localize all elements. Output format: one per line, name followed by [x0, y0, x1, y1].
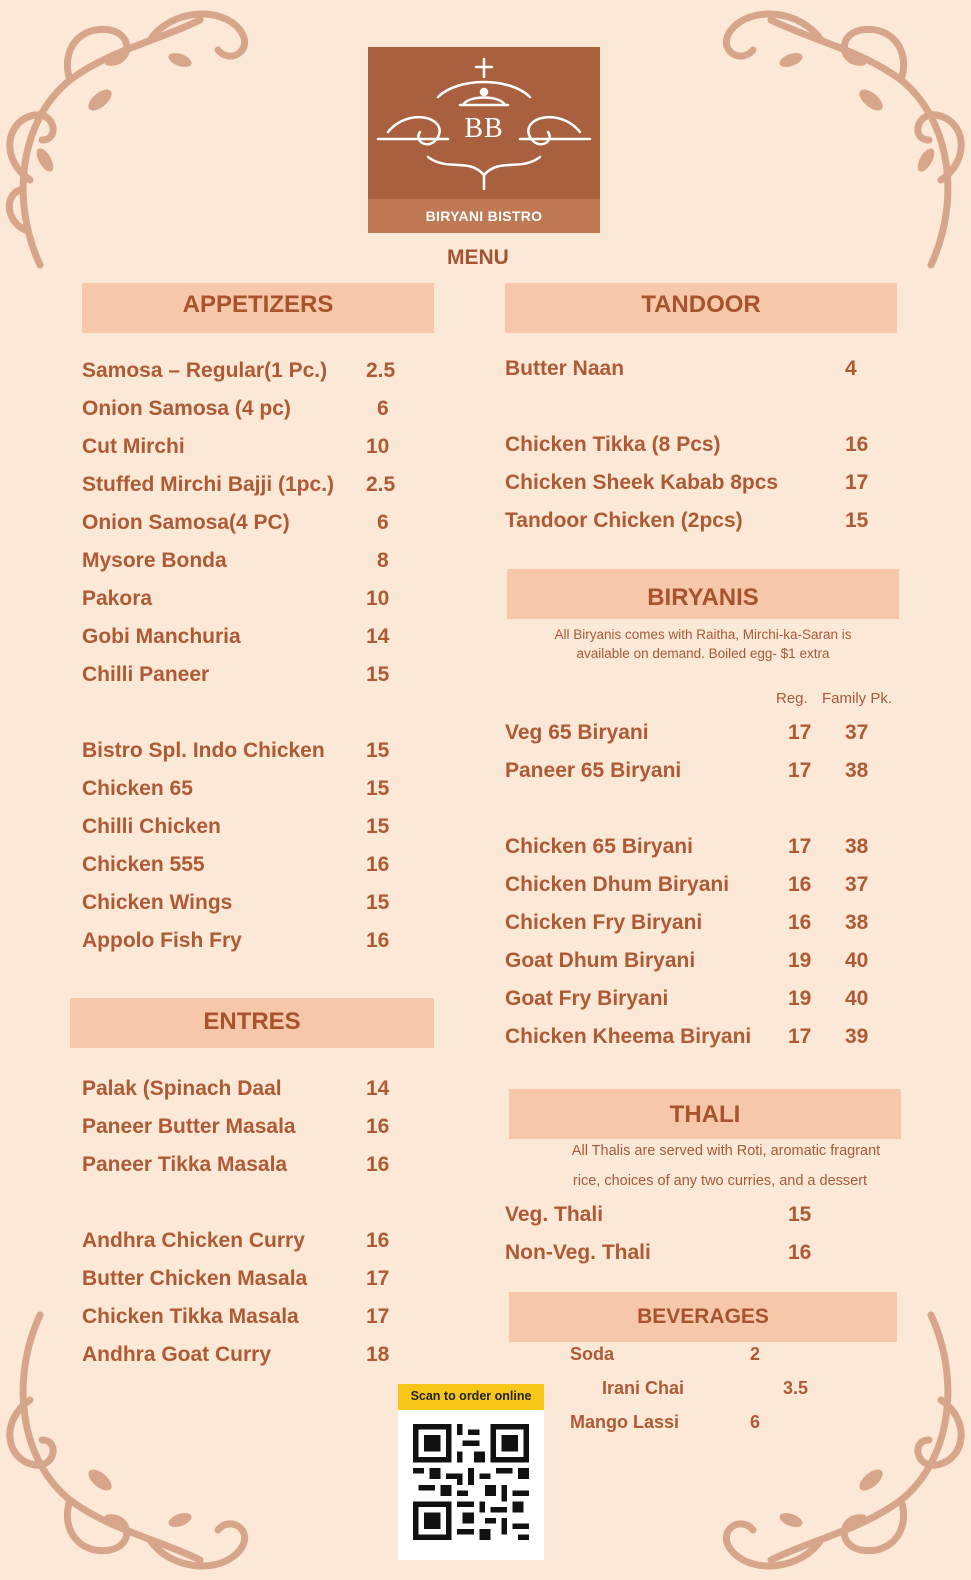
brand-logo [368, 47, 600, 233]
beverages-header: BEVERAGES [509, 1292, 897, 1342]
biryanis-header: BIRYANIS [507, 569, 899, 619]
menu-item-price: 15 [366, 777, 390, 800]
menu-item-price: 16 [845, 433, 869, 456]
menu-item-price-family: 38 [845, 759, 869, 782]
beverage-name: Mango Lassi [570, 1412, 680, 1432]
menu-item-name: Tandoor Chicken (2pcs) [505, 509, 743, 532]
menu-item-name: Andhra Chicken Curry [82, 1229, 305, 1252]
menu-title: MENU [447, 246, 509, 269]
menu-item-name: Chilli Paneer [82, 663, 210, 686]
menu-item-price: 2.5 [366, 473, 396, 496]
menu-item-price-regular: 17 [788, 721, 812, 744]
menu-item-price-family: 38 [845, 911, 869, 934]
menu-item-name: Chicken Wings [82, 891, 233, 914]
menu-item-name: Chicken Fry Biryani [505, 911, 703, 934]
menu-item-price-family: 38 [845, 835, 869, 858]
entres-header: ENTRES [70, 998, 434, 1048]
menu-item-name: Bistro Spl. Indo Chicken [82, 739, 325, 762]
menu-item-price: 18 [366, 1343, 390, 1366]
menu-item-price: 2.5 [366, 359, 396, 382]
menu-item-price: 6 [377, 397, 389, 420]
menu-item-price: 10 [366, 435, 390, 458]
menu-item-name: Chicken 555 [82, 853, 205, 876]
menu-item-name: Chicken Dhum Biryani [505, 873, 730, 896]
biryanis-col-reg: Reg. [776, 690, 808, 707]
menu-item-price-family: 37 [845, 873, 869, 896]
menu-item-name: Samosa – Regular(1 Pc.) [82, 359, 328, 382]
menu-item-name: Non-Veg. Thali [505, 1241, 651, 1264]
menu-item-price: 16 [366, 853, 390, 876]
menu-item-price: 6 [377, 511, 389, 534]
tandoor-header: TANDOOR [505, 283, 897, 333]
menu-item-price: 16 [366, 1153, 390, 1176]
menu-item-name: Palak (Spinach Daal [82, 1077, 282, 1100]
menu-item-price-family: 37 [845, 721, 869, 744]
corner-flourish-bottom-right-icon [701, 1310, 971, 1580]
biryanis-note-line2: available on demand. Boiled egg- $1 extra [576, 646, 830, 661]
beverage-price: 3.5 [783, 1378, 809, 1398]
menu-item-name: Cut Mirchi [82, 435, 185, 458]
beverage-price: 2 [750, 1344, 761, 1364]
menu-item-name: Goat Fry Biryani [505, 987, 669, 1010]
menu-item-price: 17 [366, 1305, 390, 1328]
appetizers-header: APPETIZERS [82, 283, 434, 333]
menu-item-price: 15 [366, 663, 390, 686]
menu-item-name: Gobi Manchuria [82, 625, 241, 648]
thali-header: THALI [509, 1089, 901, 1139]
menu-item-name: Onion Samosa (4 pc) [82, 397, 291, 420]
menu-item-name: Butter Naan [505, 357, 625, 380]
biryanis-col-family: Family Pk. [822, 690, 893, 707]
menu-item-price: 16 [366, 929, 390, 952]
menu-item-price: 16 [788, 1241, 812, 1264]
menu-item-name: Andhra Goat Curry [82, 1343, 272, 1366]
menu-item-name: Paneer Tikka Masala [82, 1153, 288, 1176]
menu-item-price-regular: 17 [788, 759, 812, 782]
corner-flourish-top-right-icon [701, 0, 971, 270]
menu-item-price-regular: 17 [788, 835, 812, 858]
menu-item-name: Chicken Tikka (8 Pcs) [505, 433, 721, 456]
menu-item-price: 15 [845, 509, 869, 532]
menu-item-price-family: 40 [845, 987, 869, 1010]
menu-item-price-family: 39 [845, 1025, 869, 1048]
menu-item-name: Paneer 65 Biryani [505, 759, 682, 782]
menu-item-name: Chicken 65 [82, 777, 193, 800]
qr-code-icon[interactable] [413, 1424, 529, 1540]
menu-item-name: Appolo Fish Fry [82, 929, 242, 952]
menu-item-name: Chicken 65 Biryani [505, 835, 693, 858]
menu-item-price-family: 40 [845, 949, 869, 972]
thali-note-line2: rice, choices of any two curries, and a dessert [572, 1173, 868, 1189]
beverage-name: Irani Chai [602, 1378, 685, 1398]
menu-item-name: Veg 65 Biryani [505, 721, 649, 744]
menu-item-name: Chicken Tikka Masala [82, 1305, 299, 1328]
menu-item-price: 16 [366, 1229, 390, 1252]
thali-note-line1: All Thalis are served with Roti, aromatic fragrant [571, 1143, 881, 1159]
logo-monogram: BB [464, 113, 504, 144]
qr-order-card[interactable] [398, 1384, 544, 1560]
menu-item-price-regular: 16 [788, 873, 812, 896]
menu-item-name: Chicken Sheek Kabab 8pcs [505, 471, 779, 494]
menu-item-price: 4 [845, 357, 857, 380]
menu-item-price-regular: 19 [788, 949, 812, 972]
menu-item-price: 17 [845, 471, 869, 494]
menu-item-price: 8 [377, 549, 389, 572]
menu-item-price-regular: 17 [788, 1025, 812, 1048]
menu-item-price: 14 [366, 1077, 390, 1100]
beverage-name: Soda [570, 1344, 615, 1364]
menu-item-price: 15 [788, 1203, 812, 1226]
menu-item-name: Goat Dhum Biryani [505, 949, 696, 972]
menu-item-name: Veg. Thali [505, 1203, 604, 1226]
menu-item-price-regular: 16 [788, 911, 812, 934]
menu-item-price: 14 [366, 625, 390, 648]
corner-flourish-top-left-icon [0, 0, 270, 270]
beverage-price: 6 [750, 1412, 761, 1432]
menu-item-name: Chilli Chicken [82, 815, 221, 838]
menu-item-name: Paneer Butter Masala [82, 1115, 296, 1138]
menu-item-price: 15 [366, 891, 390, 914]
brand-name: BIRYANI BISTRO [368, 199, 600, 233]
menu-item-price-regular: 19 [788, 987, 812, 1010]
menu-item-name: Butter Chicken Masala [82, 1267, 308, 1290]
menu-item-price: 10 [366, 587, 390, 610]
menu-item-price: 15 [366, 815, 390, 838]
menu-item-price: 15 [366, 739, 390, 762]
menu-item-name: Pakora [82, 587, 153, 610]
biryanis-note-line1: All Biryanis comes with Raitha, Mirchi-ka-Saran is [554, 627, 852, 642]
menu-item-name: Onion Samosa(4 PC) [82, 511, 290, 534]
menu-item-price: 16 [366, 1115, 390, 1138]
menu-item-name: Mysore Bonda [82, 549, 227, 572]
menu-item-name: Stuffed Mirchi Bajji (1pc.) [82, 473, 335, 496]
qr-label: Scan to order online [398, 1384, 544, 1410]
menu-item-name: Chicken Kheema Biryani [505, 1025, 752, 1048]
menu-item-price: 17 [366, 1267, 390, 1290]
